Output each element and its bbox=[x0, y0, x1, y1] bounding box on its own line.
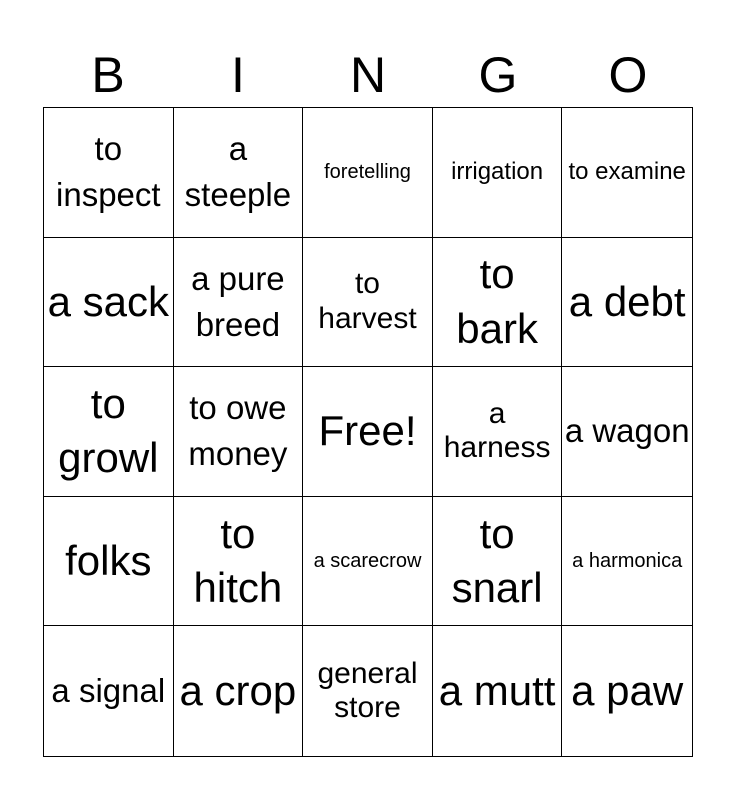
bingo-cell[interactable]: to harvest bbox=[303, 238, 433, 368]
bingo-cell[interactable]: to growl bbox=[44, 367, 174, 497]
bingo-cell[interactable]: a signal bbox=[44, 626, 174, 756]
bingo-cell[interactable]: a wagon bbox=[562, 367, 692, 497]
bingo-cell[interactable]: to hitch bbox=[174, 497, 304, 627]
bingo-cell[interactable]: a mutt bbox=[433, 626, 563, 756]
bingo-header bbox=[43, 44, 693, 106]
bingo-cell[interactable]: to bark bbox=[433, 238, 563, 368]
bingo-cell[interactable]: irrigation bbox=[433, 108, 563, 238]
bingo-cell[interactable]: a crop bbox=[174, 626, 304, 756]
bingo-board bbox=[43, 107, 693, 757]
header-letter-i: I bbox=[231, 47, 245, 103]
bingo-cell[interactable]: a pure breed bbox=[174, 238, 304, 368]
bingo-cell[interactable]: a steeple bbox=[174, 108, 304, 238]
bingo-cell[interactable]: to examine bbox=[562, 108, 692, 238]
bingo-cell[interactable]: a paw bbox=[571, 666, 684, 714]
bingo-cell[interactable]: to owe money bbox=[174, 367, 304, 497]
bingo-cell[interactable]: a harmonica bbox=[562, 497, 692, 627]
bingo-cell[interactable]: foretelling bbox=[303, 108, 433, 238]
bingo-cell[interactable]: folks bbox=[44, 497, 174, 627]
header-letter-o: O bbox=[608, 47, 648, 103]
header-letter-b: B bbox=[91, 47, 125, 103]
bingo-cell-free[interactable]: Free! bbox=[303, 367, 433, 497]
bingo-cell[interactable]: general store bbox=[303, 626, 433, 756]
bingo-cell[interactable]: to inspect bbox=[44, 108, 174, 238]
bingo-cell[interactable]: a scarecrow bbox=[303, 497, 433, 627]
header-letter-n: N bbox=[349, 47, 387, 103]
bingo-cell[interactable]: a harness bbox=[433, 367, 563, 497]
bingo-cell[interactable]: a sack bbox=[44, 238, 174, 368]
bingo-cell[interactable]: a debt bbox=[562, 238, 692, 368]
bingo-cell[interactable]: to snarl bbox=[433, 497, 563, 627]
header-letter-g: G bbox=[478, 47, 518, 103]
